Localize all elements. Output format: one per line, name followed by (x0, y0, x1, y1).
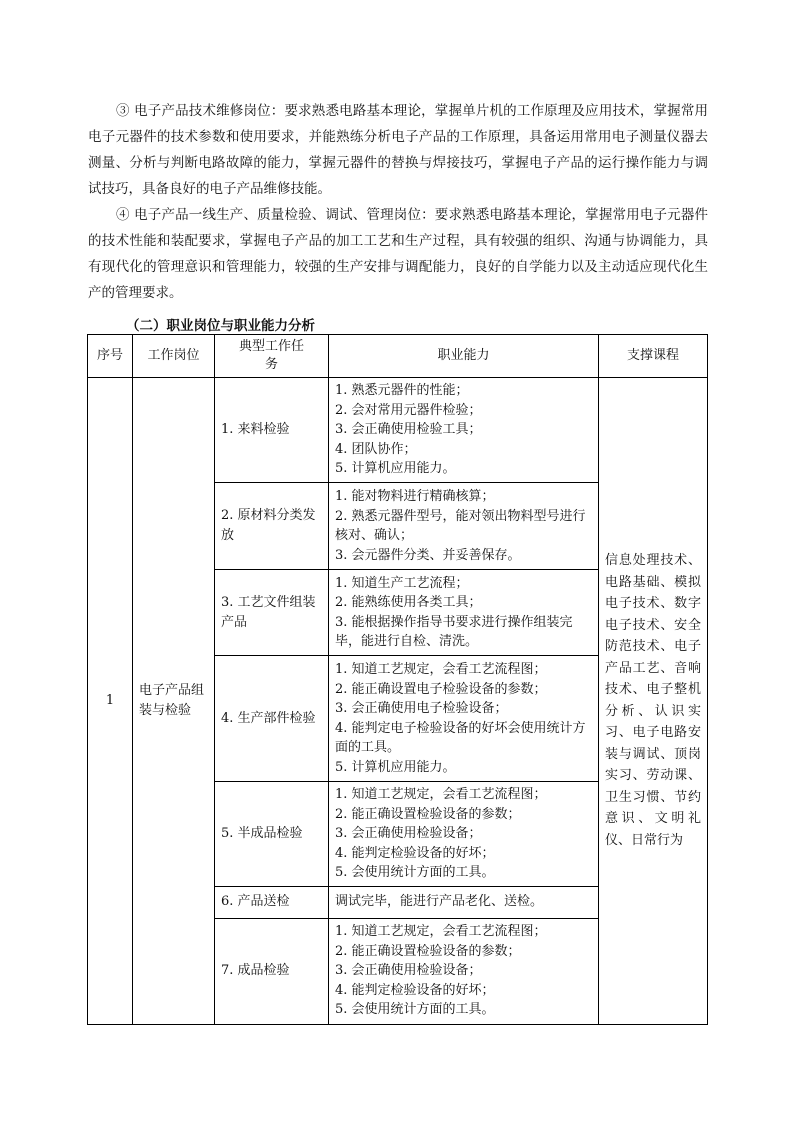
ability-line: 3. 会正确使用检验设备； (335, 826, 482, 841)
post-cell: 电子产品组装与检验 (133, 378, 215, 1025)
task-cell: 1. 来料检验 (215, 378, 329, 483)
ability-line: 3. 会正确使用检验工具； (335, 422, 482, 438)
table-header-row (88, 335, 708, 378)
ability-line: 4. 能判定检验设备的好坏； (335, 845, 495, 861)
ability-line: 1. 能对物料进行精确核算； (335, 489, 495, 504)
ability-line: 1. 熟悉元器件的性能； (335, 383, 469, 399)
header-post: 工作岗位 (133, 335, 215, 378)
ability-line: 5. 计算机应用能力。 (335, 461, 456, 477)
ability-line: 3. 会正确使用检验设备； (335, 963, 482, 979)
ability-line: 3. 会正确使用电子检验设备； (335, 701, 508, 716)
task-cell: 7. 成品检验 (215, 918, 329, 1024)
ability-line: 1. 知道工艺规定，会看工艺流程图； (335, 924, 547, 940)
ability-line: 4. 团队协作； (335, 441, 417, 457)
ability-line: 调试完毕，能进行产品老化、送检。 (335, 894, 544, 910)
ability-line: 2. 能熟练使用各类工具； (335, 595, 482, 610)
task-cell: 6. 产品送检 (215, 886, 329, 918)
paragraph-production-post: ④ 电子产品一线生产、质量检验、调试、管理岗位：要求熟悉电路基本理论，掌握常用电子元器件的技术性能和装配要求，掌握电子产品的加工工艺和生产过程，具有较强的组织、沟通与协调能力，具有现代化的管理意识和管理能力，较强的生产安排与调配能力，良好的自学能力以及主动适应现代化生产的管理要求。 (88, 207, 708, 301)
ability-analysis-table (87, 334, 708, 1025)
ability-cell (329, 378, 599, 483)
row-index: 1 (88, 378, 133, 1025)
ability-cell (329, 886, 599, 918)
ability-line: 4. 能判定检验设备的好坏； (335, 982, 495, 998)
ability-line: 1. 知道生产工艺流程； (335, 575, 469, 591)
ability-line: 2. 能正确设置检验设备的参数； (335, 806, 521, 822)
paragraph-maintenance-post: ③ 电子产品技术维修岗位：要求熟悉电路基本理论，掌握单片机的工作原理及应用技术，掌握常用电子元器件的技术参数和使用要求，并能熟练分析电子产品的工作原理，具备运用常用电子测量仪器去测量、分析与判断电路故障的能力，掌握元器件的替换与焊接技巧，掌握电子产品的运行操作能力与调试技巧，具备良好的电子产品维修技能。 (88, 103, 708, 197)
ability-cell (329, 570, 599, 656)
ability-line: 5. 计算机应用能力。 (335, 759, 456, 775)
ability-line: 4. 能判定电子检验设备的好坏会使用统计方面的工具。 (335, 720, 586, 755)
ability-line: 1. 知道工艺规定，会看工艺流程图； (335, 662, 547, 677)
header-task: 典型工作任务 (215, 335, 329, 378)
course-cell: 信息处理技术、电路基础、模拟电子技术、数字电子技术、安全防范技术、电子产品工艺、音响技术、电子整机分析、认识实习、电子电路安装与调试、顶岗实习、劳动课、卫生习惯、节约意识、文明礼仪、日常行为 (599, 378, 708, 1025)
ability-line: 2. 会对常用元器件检验； (335, 402, 482, 418)
ability-line: 3. 能根据操作指导书要求进行操作组装完毕，能进行自检、清洗。 (335, 614, 573, 649)
task-cell: 2. 原材料分类发放 (215, 483, 329, 570)
ability-cell (329, 656, 599, 782)
header-course: 支撑课程 (599, 335, 708, 378)
ability-line: 2. 能正确设置电子检验设备的参数； (335, 681, 547, 697)
section-title: （二）职业岗位与职业能力分析 (126, 318, 315, 334)
ability-line: 2. 熟悉元器件型号，能对领出物料型号进行核对、确认； (335, 508, 586, 543)
ability-line: 2. 能正确设置检验设备的参数； (335, 943, 521, 959)
header-index: 序号 (88, 335, 133, 378)
task-cell: 4. 生产部件检验 (215, 656, 329, 782)
ability-cell (329, 918, 599, 1024)
header-ability: 职业能力 (329, 335, 599, 378)
ability-line: 1. 知道工艺规定，会看工艺流程图； (335, 787, 547, 802)
task-cell: 3. 工艺文件组装产品 (215, 570, 329, 656)
ability-line: 3. 会元器件分类、并妥善保存。 (335, 547, 521, 563)
ability-line: 5. 会使用统计方面的工具。 (335, 865, 495, 880)
ability-cell (329, 782, 599, 887)
ability-line: 5. 会使用统计方面的工具。 (335, 1002, 495, 1018)
table-row (88, 378, 708, 483)
task-cell: 5. 半成品检验 (215, 782, 329, 887)
ability-cell (329, 483, 599, 570)
